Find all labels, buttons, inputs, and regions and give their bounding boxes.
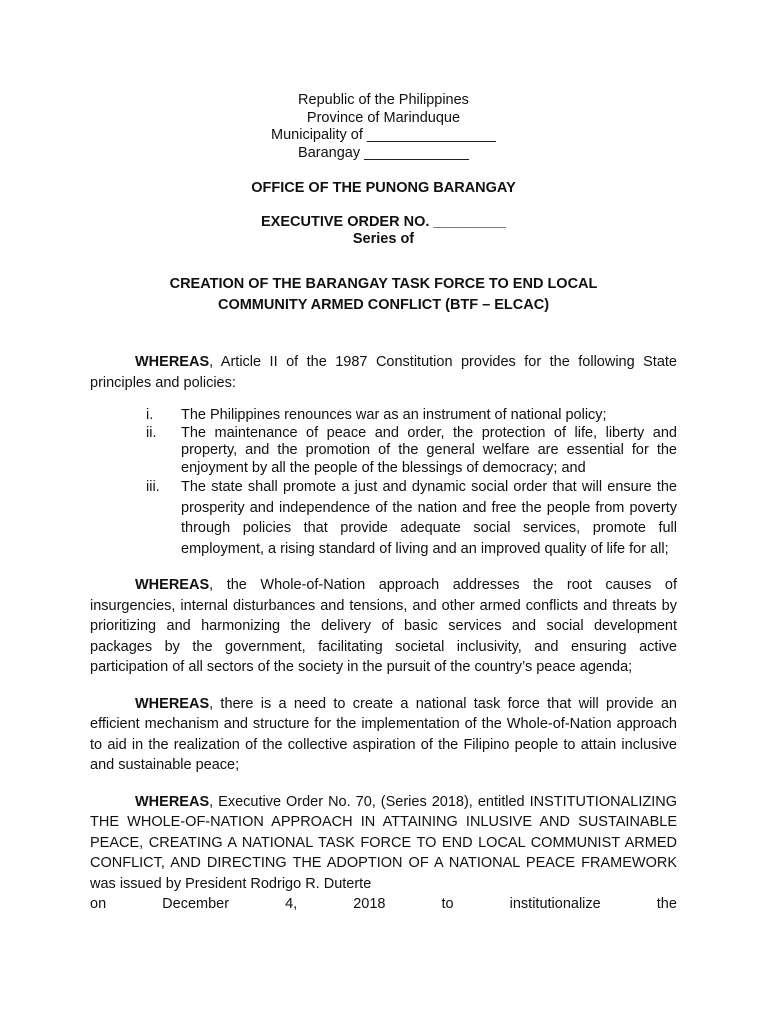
whereas-paragraph-1	[90, 352, 677, 393]
list-item	[146, 407, 677, 425]
word: 4,	[285, 896, 298, 912]
whereas-label: WHEREAS	[135, 793, 210, 810]
word: December	[162, 896, 230, 912]
office-heading: OFFICE OF THE PUNONG BARANGAY	[251, 180, 516, 196]
whereas-text: , the Whole-of-Nation approach addresses the root causes of insurgencies, internal disturbances and tensions, and other armed conflicts and threats by prioritizing and harmonizing the delivery of basic services and social development packages by the government, facilitating societal inclusivity, and ensuring active participation of all sectors of the society in the pursuit of the country’s peace agenda;	[90, 577, 677, 675]
list-item-number: iii.	[146, 479, 160, 495]
whereas-paragraph-4	[90, 792, 677, 915]
whereas-label: WHEREAS	[135, 354, 210, 370]
whereas-text: , there is a need to create a national task force that will provide an efficient mechanism and structure for the implementation of the Whole-of-Nation approach to aid in the realization of the collective aspiration of the Filipino people to attain inclusive and sustainable peace;	[90, 695, 677, 773]
executive-order-series: Series of	[352, 231, 415, 247]
whereas-paragraph-3	[90, 694, 677, 776]
word: on	[90, 896, 107, 912]
whereas-label: WHEREAS	[135, 695, 210, 712]
header-municipality: Municipality of ________________	[271, 127, 496, 143]
justified-last-line	[90, 894, 677, 915]
list-item-text: The maintenance of peace and order, the protection of life, liberty and property, and the promotion of the general welfare are essential for the enjoyment by all the people of the blessings of democracy; and	[181, 424, 677, 476]
word: institutionalize	[509, 896, 601, 912]
order-title-line-1: CREATION OF THE BARANGAY TASK FORCE TO END LOCAL	[169, 276, 598, 292]
executive-order-number: EXECUTIVE ORDER NO. _________	[261, 214, 506, 230]
whereas-text: , Article II of the 1987 Constitution provides for the following State principles and policies:	[90, 354, 677, 391]
header-republic: Republic of the Philippines	[298, 92, 469, 108]
state-policies-list	[90, 407, 677, 559]
order-title-line-2: COMMUNITY ARMED CONFLICT (BTF – ELCAC)	[217, 297, 550, 313]
list-item-text: The state shall promote a just and dynamic social order that will ensure the prosperity and independence of the nation and free the people from poverty through policies that provide adequate social services, promote full employment, a rising standard of living and an improved quality of life for all;	[181, 479, 677, 557]
list-item	[146, 425, 677, 478]
word: to	[441, 896, 454, 912]
whereas-text: , Executive Order No. 70, (Series 2018), entitled INSTITUTIONALIZING THE WHOLE-OF-NATION APPROACH IN ATTAINING INLUSIVE AND SUSTAINABLE PEACE, CREATING A NATIONAL TASK FORCE TO END LOCAL COMMUNIST ARMED CONFLICT, AND DIRECTING THE ADOPTION OF A NATIONAL PEACE FRAMEWORK was issued by President Rodrigo R. Duterte	[90, 793, 677, 892]
order-title	[90, 274, 677, 316]
list-item-number: i.	[146, 407, 154, 423]
word: 2018	[353, 896, 386, 912]
header-barangay: Barangay _____________	[298, 144, 469, 161]
whereas-label: WHEREAS	[135, 577, 210, 593]
whereas-paragraph-2	[90, 575, 677, 678]
document-page	[90, 92, 677, 915]
list-item	[146, 477, 677, 559]
document-header	[90, 92, 677, 162]
executive-order-heading	[90, 214, 677, 248]
word: the	[656, 896, 677, 912]
list-item-text: The Philippines renounces war as an instrument of national policy;	[181, 407, 607, 423]
header-province: Province of Marinduque	[306, 109, 461, 126]
list-item-number: ii.	[146, 424, 157, 441]
